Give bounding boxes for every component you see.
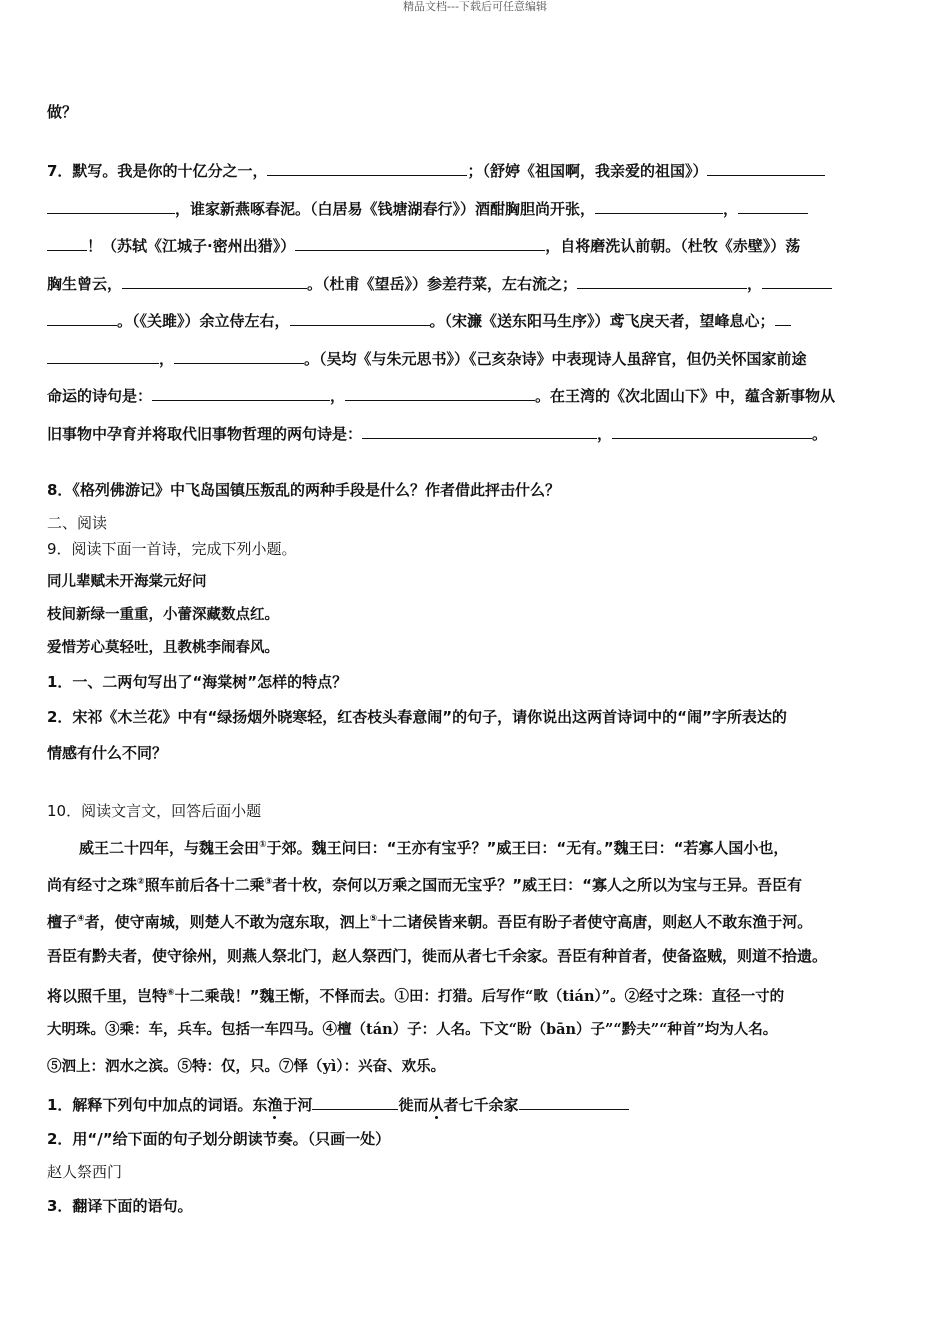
passage-text: 威王二十四年，与魏王会田 xyxy=(79,839,260,857)
blank[interactable] xyxy=(312,1093,398,1110)
footnote-mark: ⑥ xyxy=(167,988,175,998)
annotation-line: ⑤泗上：泗水之滨。⑤特：仅，只。⑦怿（yì）：兴奋、欢乐。 xyxy=(47,1058,446,1075)
passage-text: 檀子 xyxy=(47,913,78,931)
q7-text: 。在王湾的《次北固山下》中，蕴含新事物从 xyxy=(535,387,836,405)
q9-sub-2: 2．宋祁《木兰花》中有“绿扬烟外晓寒轻，红杏枝头春意闹”的句子，请你说出这两首诗词中的“闹”字所表达的 xyxy=(47,708,787,726)
poem-line: 枝间新绿一重重，小蕾深藏数点红。 xyxy=(47,606,279,623)
blank[interactable] xyxy=(345,384,535,401)
passage-text: 十二乘哉！”魏王惭，不怿而去。 xyxy=(174,987,395,1005)
passage-line xyxy=(47,908,812,933)
q10-sub-2: 2．用“/”给下面的句子划分朗读节奏。（只画一处） xyxy=(47,1130,391,1148)
q7-text: ， xyxy=(597,425,613,443)
q7-text: 命运的诗句是： xyxy=(47,387,153,405)
q10-sub-1 xyxy=(47,1093,629,1116)
blank[interactable] xyxy=(738,197,808,214)
blank[interactable] xyxy=(762,272,832,289)
q7-text: 。（吴均《与朱元思书》）《己亥杂诗》中表现诗人虽辞官，但仍关怀国家前途 xyxy=(304,350,807,368)
q10-sub-3: 3．翻译下面的语句。 xyxy=(47,1197,193,1215)
passage-text: 将以照千里，岂特 xyxy=(47,987,168,1005)
blank[interactable] xyxy=(152,384,330,401)
q7-line-1 xyxy=(47,159,825,182)
blank[interactable] xyxy=(47,197,175,214)
footnote-mark: ④ xyxy=(77,914,85,924)
q9-sub-1: 1．一、二两句写出了“海棠树”怎样的特点？ xyxy=(47,673,348,691)
blank[interactable] xyxy=(775,309,791,326)
page-header: 精品文档---下载后可任意编辑 xyxy=(403,0,547,13)
q10-text: 于河 xyxy=(282,1096,313,1114)
passage-line xyxy=(79,834,788,859)
blank[interactable] xyxy=(519,1093,629,1110)
blank[interactable] xyxy=(707,159,825,176)
question-6-tail: 做？ xyxy=(47,103,78,121)
q7-text: ， xyxy=(747,275,763,293)
footnote-mark: ⑤ xyxy=(369,914,378,924)
q7-text: 。 xyxy=(812,425,828,443)
q7-line-5 xyxy=(47,309,791,332)
passage-line xyxy=(47,871,802,896)
passage-text: 于郊。魏王问曰：“王亦有宝乎？”威王曰：“无有。”魏王曰：“若寡人国小也， xyxy=(266,839,789,857)
blank[interactable] xyxy=(47,234,87,251)
q7-line-3 xyxy=(47,234,800,257)
section-title: 二、阅读 xyxy=(47,514,108,532)
blank[interactable] xyxy=(577,272,747,289)
dotted-word: 渔 xyxy=(267,1096,283,1114)
q7-text: 。（宋濂《送东阳马生序》）鸢飞戾天者，望峰息心； xyxy=(429,312,775,330)
q7-text: ， xyxy=(723,200,739,218)
passage-text: 照车前后各十二乘 xyxy=(144,876,265,894)
q10-sub-2-sentence: 赵人祭西门 xyxy=(47,1163,123,1181)
q7-line-8 xyxy=(47,422,827,445)
q10-text: 1．解释下列句中加点的词语。东 xyxy=(47,1096,268,1114)
q7-text: 7．默写。我是你的十亿分之一， xyxy=(47,162,268,180)
blank[interactable] xyxy=(47,309,117,326)
q7-text: 。（《关雎》）余立侍左右， xyxy=(117,312,290,330)
blank[interactable] xyxy=(290,309,430,326)
q7-text: ，谁家新燕啄春泥。（白居易《钱塘湖春行》）酒酣胸胆尚开张， xyxy=(175,200,596,218)
blank[interactable] xyxy=(174,347,304,364)
q10-text: 徙而 xyxy=(398,1096,429,1114)
q7-text: ，自将磨洗认前朝。（杜牧《赤壁》）荡 xyxy=(545,237,801,255)
passage-text: 者十枚，奈何以万乘之国而无宝乎？”威王曰：“寡人之所以为宝与王异。吾臣有 xyxy=(272,876,803,894)
poem-title: 同儿辈赋未开海棠元好问 xyxy=(47,573,207,590)
footnote-mark: ① xyxy=(259,840,267,850)
q7-text: ；（舒婷《祖国啊，我亲爱的祖国》） xyxy=(467,162,708,180)
passage-text: 十二诸侯皆来朝。吾臣有盼子者使守高唐，则赵人不敢东渔于河。 xyxy=(377,913,813,931)
q7-line-6 xyxy=(47,347,807,370)
passage-text: 者，使守南城，则楚人不敢为寇东取，泗上 xyxy=(84,913,370,931)
blank[interactable] xyxy=(122,272,307,289)
annotation-line: 大明珠。③乘：车，兵车。包括一车四马。④檀（tán）子：人名。下文“盼（bān）子”“黔夫”“种首”均为人名。 xyxy=(47,1021,778,1038)
dotted-word: 从 xyxy=(428,1096,444,1114)
q7-line-7 xyxy=(47,384,835,407)
q7-text: ， xyxy=(159,350,175,368)
q10-text: 者七千余家 xyxy=(443,1096,519,1114)
q7-text: 旧事物中孕育并将取代旧事物哲理的两句诗是： xyxy=(47,425,363,443)
blank[interactable] xyxy=(295,234,545,251)
question-10-stem: 10．阅读文言文，回答后面小题 xyxy=(47,802,262,820)
passage-line: 吾臣有黔夫者，使守徐州，则燕人祭北门，赵人祭西门，徙而从者七千余家。吾臣有种首者，使备盗贼，则道不拾遗。 xyxy=(47,947,828,965)
q7-text: 胸生曾云， xyxy=(47,275,123,293)
passage-line xyxy=(47,982,784,1008)
q7-line-4 xyxy=(47,272,832,295)
annotation-text: ①田：打猎。后写作“畋（tián）”。②经寸之珠：直径一寸的 xyxy=(394,988,785,1005)
footnote-mark: ③ xyxy=(264,877,273,887)
question-8: 8．《格列佛游记》中飞岛国镇压叛乱的两种手段是什么？作者借此抨击什么？ xyxy=(47,481,560,499)
q9-sub-2-cont: 情感有什么不同？ xyxy=(47,744,168,762)
footnote-mark: ② xyxy=(137,877,145,887)
passage-text: 尚有经寸之珠 xyxy=(47,876,138,894)
poem-line: 爱惜芳心莫轻吐，且教桃李闹春风。 xyxy=(47,639,279,656)
blank[interactable] xyxy=(267,159,467,176)
q7-text: ！（苏轼《江城子·密州出猎》） xyxy=(87,237,296,255)
q7-text: ， xyxy=(330,387,346,405)
question-9-stem: 9．阅读下面一首诗，完成下列小题。 xyxy=(47,540,297,558)
blank[interactable] xyxy=(612,422,812,439)
q7-text: 。（杜甫《望岳》）参差荇菜，左右流之； xyxy=(307,275,578,293)
blank[interactable] xyxy=(47,347,159,364)
blank[interactable] xyxy=(595,197,723,214)
q7-line-2 xyxy=(47,197,808,220)
blank[interactable] xyxy=(362,422,597,439)
